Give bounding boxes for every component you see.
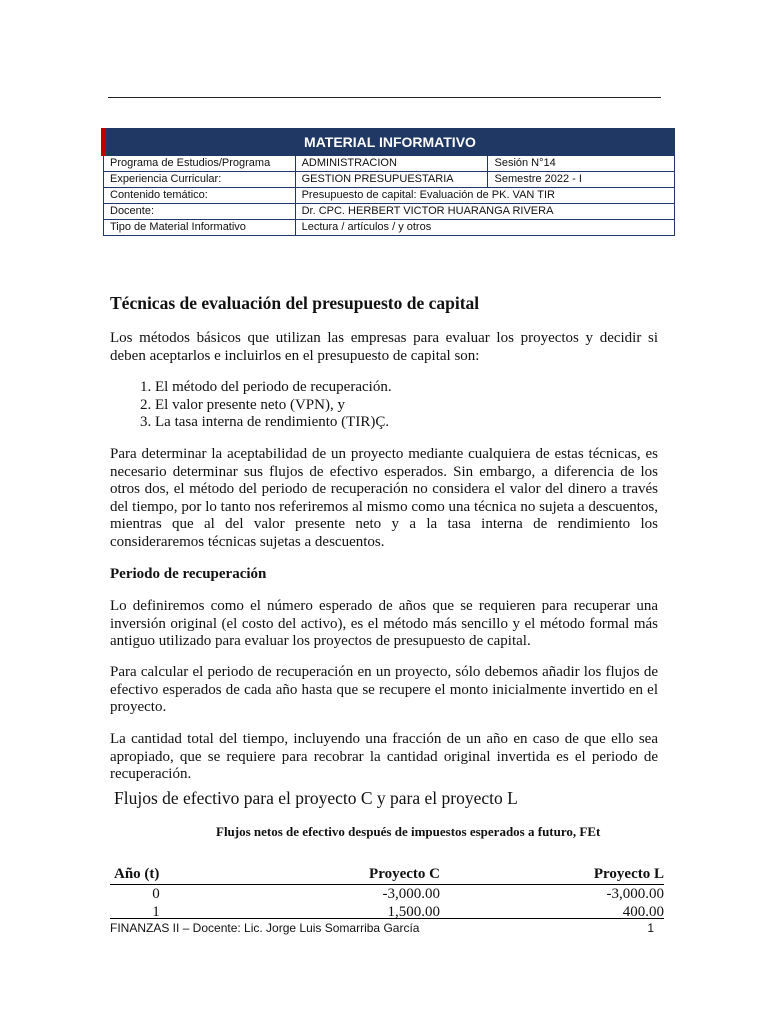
header-semestre: Semestre 2022 - I	[488, 172, 675, 188]
subheading-periodo: Periodo de recuperación	[110, 566, 267, 582]
header-label-docente: Docente:	[104, 204, 296, 220]
footer-rule	[110, 918, 664, 919]
column-header-project-c: Proyecto C	[202, 864, 440, 885]
paragraph-definicion: Lo definiremos como el número esperado de años que se requieren para recuperar una inversión original (el costo del activo), es el método más sencillo y el método formal más antiguo utilizado para evaluar los proyectos de presupuesto de capital.	[110, 598, 658, 650]
flujos-heading: Flujos de efectivo para el proyecto C y para el proyecto L	[114, 788, 518, 808]
cell-year: 1	[152, 904, 160, 920]
header-row	[104, 172, 675, 188]
column-header-project-l: Proyecto L	[440, 864, 664, 885]
paragraph-calculo: Para calcular el periodo de recuperación en un proyecto, sólo debemos añadir los flujos de efectivo esperados de cada año hasta que se recupere el monto inicialmente invertido en el proyecto.	[110, 664, 658, 716]
top-rule	[108, 97, 661, 98]
page-number: 1	[647, 921, 654, 935]
header-row	[104, 220, 675, 236]
header-title: MATERIAL INFORMATIVO	[104, 129, 675, 156]
column-header-year: Año (t)	[110, 864, 202, 885]
list-item: 3. La tasa interna de rendimiento (TIR)Ç.	[155, 414, 392, 432]
page-footer	[110, 921, 654, 935]
intro-paragraph: Los métodos básicos que utilizan las empresas para evaluar los proyectos y decidir si deben aceptarlos e incluirlos en el presupuesto de capital son:	[110, 330, 658, 364]
header-row	[104, 156, 675, 172]
footer-text: FINANZAS II – Docente: Lic. Jorge Luis Somarriba García	[110, 921, 420, 935]
header-sesion: Sesión N°14	[488, 156, 675, 172]
section-title: Técnicas de evaluación del presupuesto de capital	[110, 293, 480, 313]
header-value-tipo: Lectura / artículos / y otros	[295, 220, 674, 236]
paragraph-cantidad: La cantidad total del tiempo, incluyendo una fracción de un año en caso de que ello sea apropiado, que se requiere para recobrar la cantidad original invertida es el periodo de recuperación.	[110, 731, 658, 783]
header-label-contenido: Contenido temático:	[104, 188, 296, 204]
cashflow-table	[110, 864, 664, 921]
table-caption: Flujos netos de efectivo después de impuestos esperados a futuro, FEt	[216, 824, 601, 839]
list-item: 1. El método del periodo de recuperación.	[155, 379, 392, 397]
header-table	[101, 128, 675, 236]
header-label-experiencia: Experiencia Curricular:	[104, 172, 296, 188]
methods-list	[110, 379, 392, 432]
table-row	[110, 885, 664, 904]
cell-project-l: -3,000.00	[606, 886, 664, 902]
header-row	[104, 204, 675, 220]
table-header-row	[110, 864, 664, 885]
cell-year: 0	[152, 886, 160, 902]
list-item: 2. El valor presente neto (VPN), y	[155, 397, 392, 415]
cell-project-l: 400.00	[622, 904, 664, 920]
cell-project-c: -3,000.00	[382, 886, 440, 902]
paragraph-aceptabilidad: Para determinar la aceptabilidad de un proyecto mediante cualquiera de estas técnicas, es necesario determinar sus flujos de efectivo esperados. Sin embargo, a diferencia de los otros dos, el método del periodo de recuperación no considera el valor del dinero a través del tiempo, por lo tanto nos referiremos al mismo como una técnica no sujeta a descuentos, mientras que al del valor presente neto y a la tasa interna de rendimiento los consideraremos técnicas sujetas a descuentos.	[110, 446, 658, 550]
header-value-experiencia: GESTION PRESUPUESTARIA	[295, 172, 488, 188]
header-value-programa: ADMINISTRACION	[295, 156, 488, 172]
header-label-programa: Programa de Estudios/Programa	[104, 156, 296, 172]
header-value-docente: Dr. CPC. HERBERT VICTOR HUARANGA RIVERA	[295, 204, 674, 220]
header-value-contenido: Presupuesto de capital: Evaluación de PK. VAN TIR	[295, 188, 674, 204]
header-label-tipo: Tipo de Material Informativo	[104, 220, 296, 236]
cell-project-c: 1,500.00	[387, 904, 440, 920]
header-row	[104, 188, 675, 204]
